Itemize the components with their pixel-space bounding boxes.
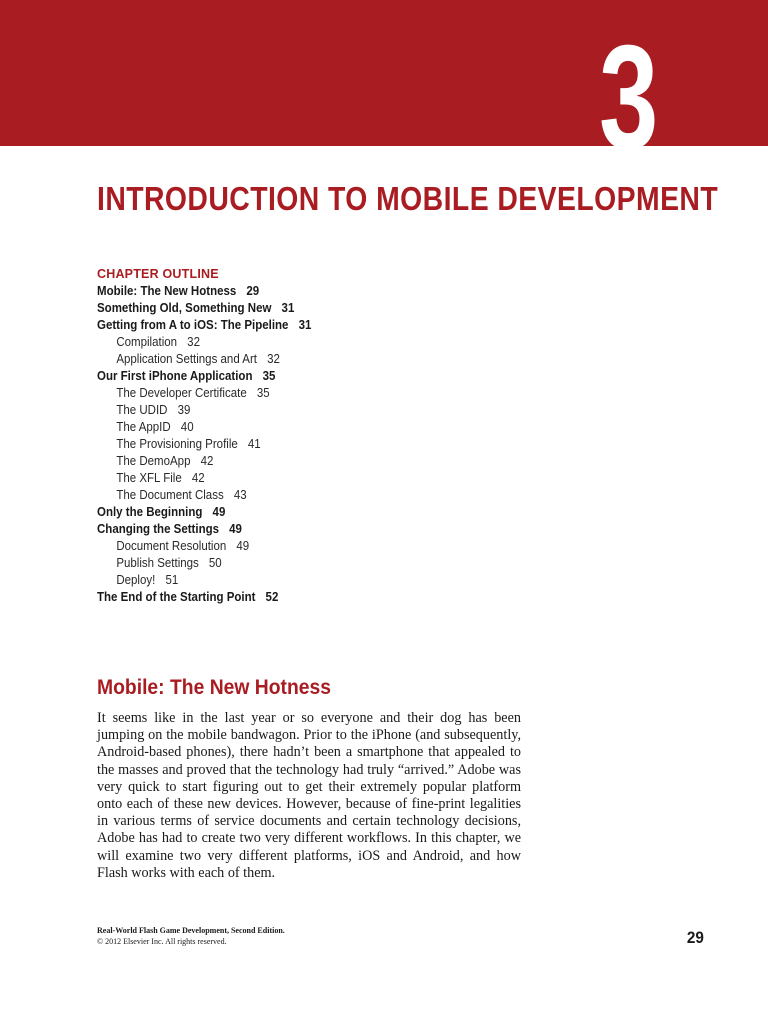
outline-entry bbox=[97, 470, 575, 487]
outline-entry bbox=[97, 453, 575, 470]
outline-entry-page: 31 bbox=[298, 318, 312, 332]
outline-entry-page: 40 bbox=[180, 420, 194, 434]
outline-entry bbox=[97, 436, 575, 453]
footer-book-title: Real-World Flash Game Development, Second Edition. bbox=[97, 926, 285, 935]
outline-entry-title: The UDID bbox=[116, 403, 168, 417]
outline-entry bbox=[97, 504, 575, 521]
outline-entry-page: 39 bbox=[177, 403, 191, 417]
outline-entry bbox=[97, 351, 575, 368]
outline-entry bbox=[97, 555, 575, 572]
outline-entry-page: 35 bbox=[256, 386, 270, 400]
outline-entry bbox=[97, 334, 575, 351]
outline-entry-title: Only the Beginning bbox=[97, 505, 203, 519]
footer-copyright: © 2012 Elsevier Inc. All rights reserved. bbox=[97, 937, 227, 946]
outline-entry-page: 49 bbox=[229, 522, 242, 536]
outline-entry bbox=[97, 300, 575, 317]
outline-entry-page: 31 bbox=[281, 301, 295, 315]
outline-entry-page: 49 bbox=[236, 539, 250, 553]
outline-entry-page: 41 bbox=[247, 437, 261, 451]
outline-entry-title: Our First iPhone Application bbox=[97, 369, 253, 383]
outline-entry-title: The Developer Certificate bbox=[116, 386, 247, 400]
outline-entry-title: The DemoApp bbox=[116, 454, 191, 468]
outline-entry-title: Application Settings and Art bbox=[116, 352, 257, 366]
outline-entry-title: The XFL File bbox=[116, 471, 182, 485]
outline-entry-title: Getting from A to iOS: The Pipeline bbox=[97, 318, 289, 332]
outline-entry-title: Deploy! bbox=[116, 573, 156, 587]
outline-entry-page: 42 bbox=[200, 454, 214, 468]
chapter-title: INTRODUCTION TO MOBILE DEVELOPMENT bbox=[97, 180, 719, 217]
outline-entry-page: 42 bbox=[191, 471, 205, 485]
outline-entry bbox=[97, 283, 575, 300]
outline-entry-title: Document Resolution bbox=[116, 539, 227, 553]
outline-entry-page: 50 bbox=[208, 556, 222, 570]
outline-entry bbox=[97, 402, 575, 419]
outline-entry bbox=[97, 572, 575, 589]
outline-entry-page: 35 bbox=[262, 369, 276, 383]
outline-entry-title: The Document Class bbox=[116, 488, 224, 502]
outline-list bbox=[97, 283, 617, 606]
outline-entry-page: 51 bbox=[165, 573, 179, 587]
outline-entry-page: 32 bbox=[267, 352, 280, 366]
outline-entry bbox=[97, 589, 575, 606]
outline-entry-page: 29 bbox=[246, 284, 260, 298]
outline-entry bbox=[97, 368, 575, 385]
outline-entry-title: Changing the Settings bbox=[97, 522, 220, 536]
outline-entry-title: Publish Settings bbox=[116, 556, 199, 570]
outline-entry-title: The Provisioning Profile bbox=[116, 437, 238, 451]
chapter-banner bbox=[0, 0, 768, 180]
chapter-outline bbox=[97, 266, 617, 606]
outline-entry bbox=[97, 538, 575, 555]
outline-entry-title: The End of the Starting Point bbox=[97, 590, 256, 604]
page-footer bbox=[97, 925, 285, 947]
body-paragraph: It seems like in the last year or so everyone and their dog has been jumping on the mobile bandwagon. Prior to the iPhone (and subsequently, Android-based phones), there hadn’t been a smartphone that appealed to the masses and proved that the technology had truly “arrived.” Adobe was very quick to start figuring out to get their extremely popular platform onto each of these new devices. However, because of fine-print legalities in various terms of service documents and certain technology decisions, Adobe has had to create two very different workflows. In this chapter, we will examine two very different platforms, iOS and Android, and how Flash works with each of them. bbox=[97, 710, 521, 881]
outline-entry-page: 52 bbox=[265, 590, 279, 604]
outline-entry-title: Something Old, Something New bbox=[97, 301, 272, 315]
outline-entry-page: 32 bbox=[187, 335, 200, 349]
outline-entry bbox=[97, 487, 575, 504]
outline-entry bbox=[97, 521, 575, 538]
section-heading: Mobile: The New Hotness bbox=[97, 676, 332, 699]
outline-entry-page: 49 bbox=[212, 505, 226, 519]
outline-entry bbox=[97, 419, 575, 436]
outline-entry-title: The AppID bbox=[116, 420, 171, 434]
outline-entry-title: Compilation bbox=[116, 335, 178, 349]
outline-heading: CHAPTER OUTLINE bbox=[97, 267, 219, 281]
outline-entry bbox=[97, 317, 575, 334]
outline-entry-title: Mobile: The New Hotness bbox=[97, 284, 237, 298]
outline-entry-page: 43 bbox=[233, 488, 247, 502]
page-number: 29 bbox=[686, 928, 704, 947]
outline-entry bbox=[97, 385, 575, 402]
chapter-number: 3 bbox=[598, 15, 658, 180]
